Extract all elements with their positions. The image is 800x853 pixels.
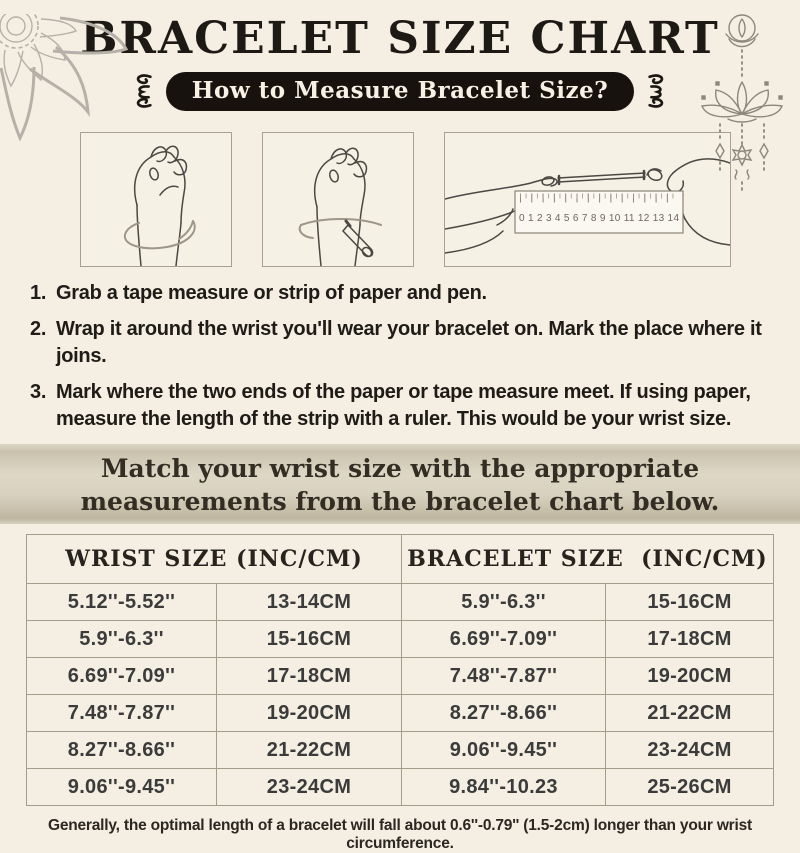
wrist-inches: 5.9''-6.3'' [26,621,216,658]
step-1-number: 1. [30,282,47,304]
how-to-measure-badge: How to Measure Bracelet Size? [166,72,634,111]
wrist-inches: 7.48''-7.87'' [26,695,216,732]
step-3 [30,379,778,433]
ruler-numbers: 0 1 2 3 4 5 6 7 8 9 10 11 12 13 14 [519,213,679,224]
bracelet-inches: 9.84''-10.23 [401,769,605,806]
wrist-cm: 15-16CM [216,621,401,658]
table-header-row [26,535,773,584]
table-row [26,584,773,621]
hand-with-string-illustration [80,132,232,267]
wrist-inches: 9.06''-9.45'' [26,769,216,806]
wrist-cm: 21-22CM [216,732,401,769]
step-3-number: 3. [30,381,47,403]
bracelet-inches: 9.06''-9.45'' [401,732,605,769]
flourish-right-icon [647,71,679,111]
footnote-text: Generally, the optimal length of a bracelet will fall about 0.6''-0.79'' (1.5-2cm) longer than your wrist circumference. [47,817,753,852]
bracelet-cm: 23-24CM [605,732,773,769]
bracelet-inches: 5.9''-6.3'' [401,584,605,621]
wrist-cm: 17-18CM [216,658,401,695]
flourish-left-icon [121,71,153,111]
bracelet-inches: 8.27''-8.66'' [401,695,605,732]
wrist-inches: 5.12''-5.52'' [26,584,216,621]
bracelet-cm: 25-26CM [605,769,773,806]
page-title: BRACELET SIZE CHART [80,13,720,64]
wrist-cm: 23-24CM [216,769,401,806]
bracelet-inches: 6.69''-7.09'' [401,621,605,658]
table-row [26,658,773,695]
table-row [26,732,773,769]
step-2-number: 2. [30,318,47,340]
instruction-steps [30,280,778,433]
step-3-text: Mark where the two ends of the paper or tape measure meet. If using paper, measure the length of the strip with a ruler. This would be your wrist size. [56,381,751,430]
bracelet-cm: 21-22CM [605,695,773,732]
bracelet-size-header: BRACELET SIZE (INC/CM) [401,535,773,584]
step-1 [30,280,778,307]
measuring-illustrations [80,132,800,267]
bracelet-size-table [26,534,774,806]
table-row [26,621,773,658]
step-2-text: Wrap it around the wrist you'll wear your bracelet on. Mark the place where it joins. [56,318,762,367]
hands-with-ruler-illustration [444,132,731,267]
wrist-cm: 13-14CM [216,584,401,621]
bracelet-cm: 19-20CM [605,658,773,695]
bracelet-cm: 15-16CM [605,584,773,621]
wrist-size-header: WRIST SIZE (INC/CM) [26,535,401,584]
wrist-inches: 6.69''-7.09'' [26,658,216,695]
bracelet-cm: 17-18CM [605,621,773,658]
wrist-inches: 8.27''-8.66'' [26,732,216,769]
wrist-cm: 19-20CM [216,695,401,732]
match-size-banner [0,444,800,524]
hand-with-pen-illustration [262,132,414,267]
table-row [26,695,773,732]
how-to-measure-badge-row [0,71,800,111]
step-1-text: Grab a tape measure or strip of paper and pen. [56,282,487,304]
banner-text: Match your wrist size with the appropriate measurements from the bracelet chart below. [80,454,720,516]
step-2 [30,316,778,370]
bracelet-inches: 7.48''-7.87'' [401,658,605,695]
